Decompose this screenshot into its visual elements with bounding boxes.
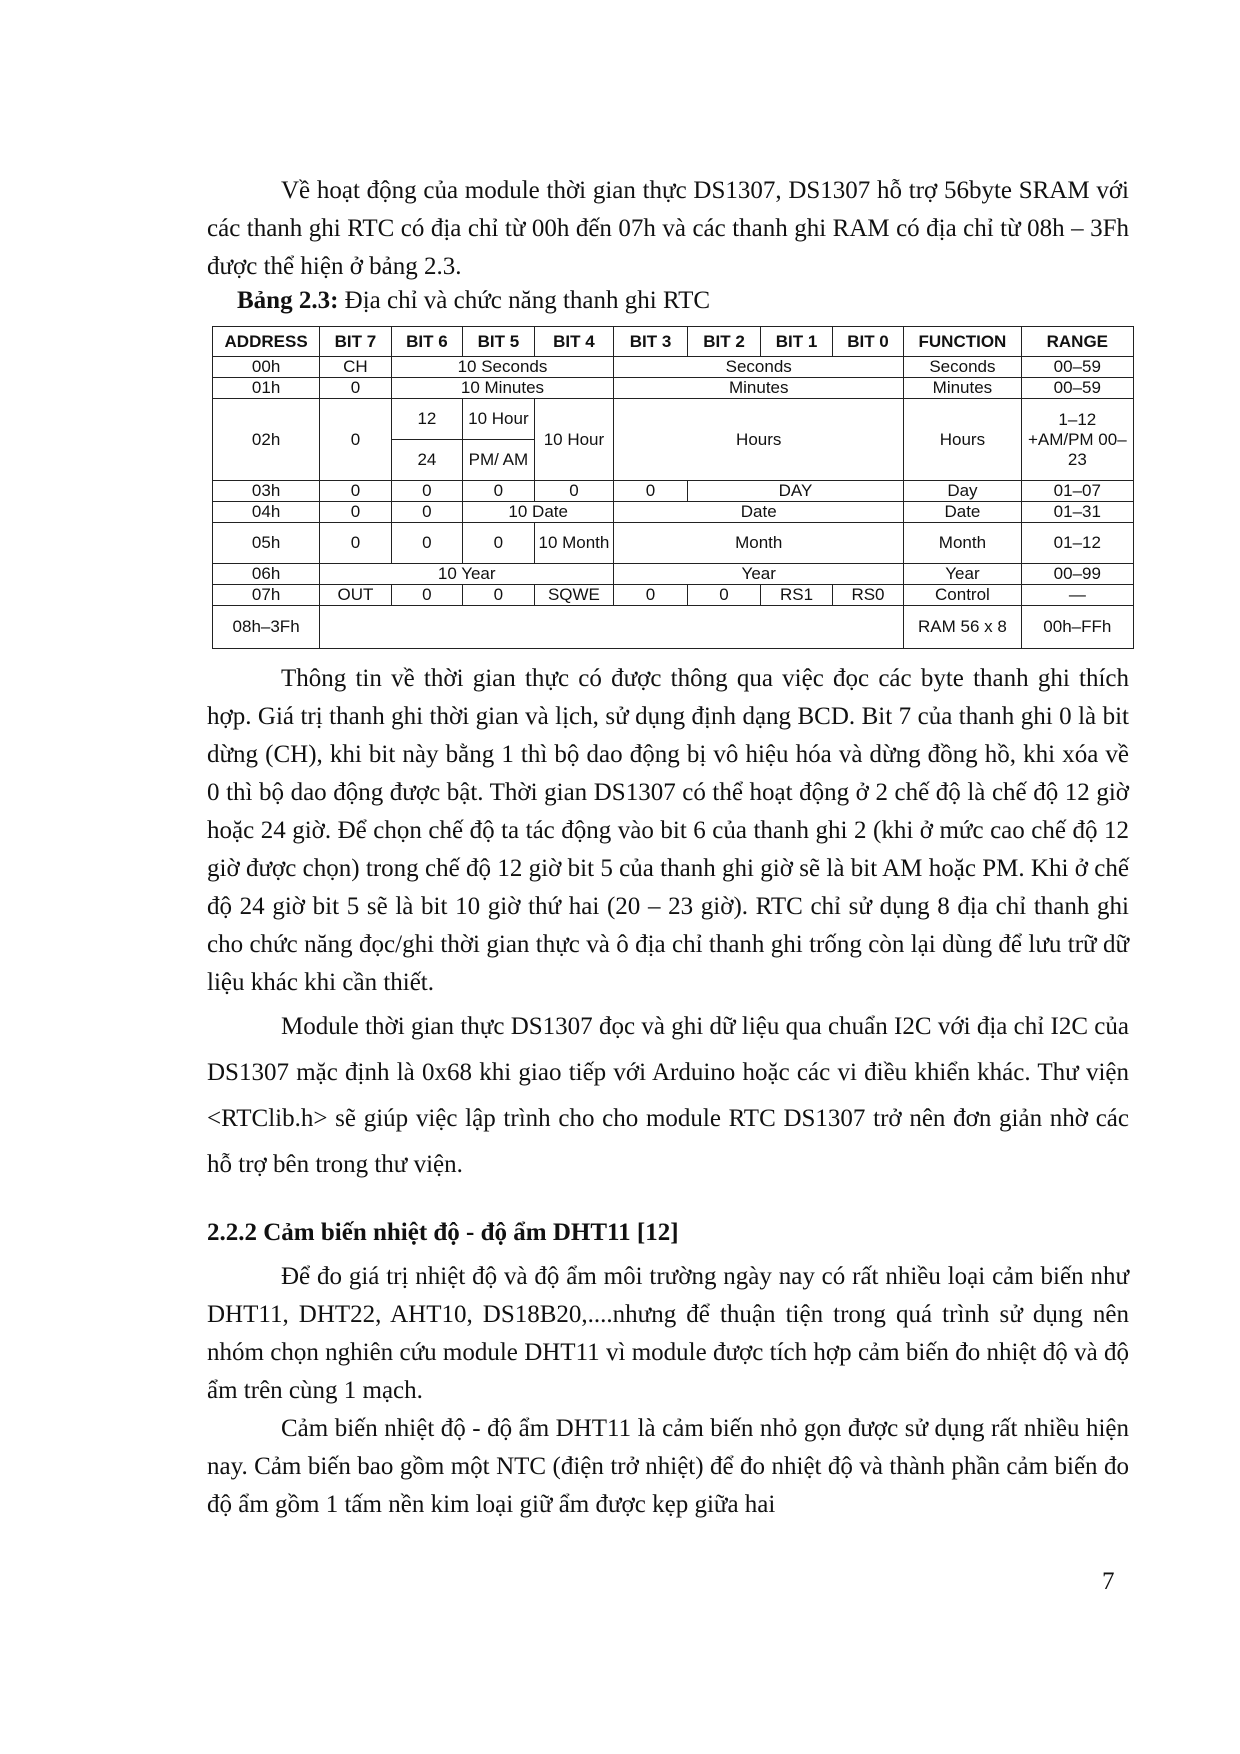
cell-bit7: 0 xyxy=(320,523,391,564)
cell-bits5-4: 10 Date xyxy=(463,502,614,523)
cell-address: 03h xyxy=(213,481,320,502)
table-caption xyxy=(237,287,710,315)
cell-function: Minutes xyxy=(904,378,1021,399)
table-row-06h xyxy=(213,564,1134,585)
cell-function: Seconds xyxy=(904,357,1021,378)
cell-address: 02h xyxy=(213,399,320,481)
cell-bit6-24: 24 xyxy=(391,440,462,481)
header-range: RANGE xyxy=(1021,327,1133,357)
paragraph-dht11-desc: Cảm biến nhiệt độ - độ ẩm DHT11 là cảm biến nhỏ gọn được sử dụng rất nhiều hiện nay. Cảm biến bao gồm một NTC (điện trở nhiệt) để đo nhiệt độ và thành phần cảm biến đo độ ẩm gồm 1 tấm nền kim loại giữ ẩm được kẹp giữa hai xyxy=(207,1415,1129,1518)
cell-bits6-4: 10 Seconds xyxy=(391,357,614,378)
cell-bit7: 0 xyxy=(320,481,391,502)
cell-bit5: 0 xyxy=(463,481,534,502)
cell-address: 04h xyxy=(213,502,320,523)
cell-bit4-10hour: 10 Hour xyxy=(534,399,614,481)
cell-bits3-0: Month xyxy=(614,523,904,564)
table-caption-text: Địa chỉ và chức năng thanh ghi RTC xyxy=(338,287,711,314)
cell-range: 00h–FFh xyxy=(1021,606,1133,649)
header-bit2: BIT 2 xyxy=(687,327,761,357)
header-bit3: BIT 3 xyxy=(614,327,688,357)
cell-bits3-0: Minutes xyxy=(614,378,904,399)
cell-address: 08h–3Fh xyxy=(213,606,320,649)
cell-bit6: 0 xyxy=(391,481,462,502)
table-row-08h xyxy=(213,606,1134,649)
paragraph-i2c: Module thời gian thực DS1307 đọc và ghi dữ liệu qua chuẩn I2C với địa chỉ I2C của DS1307 mặc định là 0x68 khi giao tiếp với Arduino hoặc các vi điều khiển khác. Thư viện <RTClib.h> sẽ giúp việc lập trình cho cho module RTC DS1307 trở nên đơn giản nhờ các hỗ trợ bên trong thư viện. xyxy=(207,1013,1129,1178)
cell-function: Year xyxy=(904,564,1021,585)
cell-bits3-0: Hours xyxy=(614,399,904,481)
cell-bits3-0: Seconds xyxy=(614,357,904,378)
cell-range: 01–12 xyxy=(1021,523,1133,564)
cell-range: — xyxy=(1021,585,1133,606)
cell-function: Month xyxy=(904,523,1021,564)
cell-range: 00–59 xyxy=(1021,378,1133,399)
paragraph-rtc-info: Thông tin về thời gian thực có được thông qua việc đọc các byte thanh ghi thích hợp. Giá trị thanh ghi thời gian và lịch, sử dụng định dạng BCD. Bit 7 của thanh ghi 0 là bit dừng (CH), khi bit này bằng 1 thì bộ dao động bị vô hiệu hóa và dừng đồng hồ, khi xóa về 0 thì bộ dao động được bật. Thời gian DS1307 có thể hoạt động ở 2 chế độ là chế độ 12 giờ hoặc 24 giờ. Để chọn chế độ ta tác động vào bit 6 của thanh ghi 2 (khi ở mức cao chế độ 12 giờ được chọn) trong chế độ 12 giờ bit 5 của thanh ghi giờ sẽ là bit AM hoặc PM. Khi ở chế độ 24 giờ bit 5 sẽ là bit 10 giờ thứ hai (20 – 23 giờ). RTC chỉ sử dụng 8 địa chỉ thanh ghi cho chức năng đọc/ghi thời gian thực và ô địa chỉ thanh ghi trống còn lại dùng để lưu trữ dữ liệu khác khi cần thiết. xyxy=(207,665,1129,996)
cell-bit4: 10 Month xyxy=(534,523,614,564)
header-bit4: BIT 4 xyxy=(534,327,614,357)
cell-function: RAM 56 x 8 xyxy=(904,606,1021,649)
intro-paragraph-block xyxy=(207,172,1129,286)
cell-function: Control xyxy=(904,585,1021,606)
page-number: 7 xyxy=(1102,1568,1115,1595)
header-bit1: BIT 1 xyxy=(761,327,832,357)
cell-bits7-4: 10 Year xyxy=(320,564,614,585)
header-bit6: BIT 6 xyxy=(391,327,462,357)
cell-bit5-10hour: 10 Hour xyxy=(463,399,534,440)
body-section-2 xyxy=(207,1258,1129,1524)
cell-bit2: 0 xyxy=(687,585,761,606)
cell-bit5: 0 xyxy=(463,585,534,606)
cell-bit5-pmam: PM/ AM xyxy=(463,440,534,481)
cell-bit3: 0 xyxy=(614,481,688,502)
paragraph-dht11-intro: Để đo giá trị nhiệt độ và độ ẩm môi trường ngày nay có rất nhiều loại cảm biến như DHT11, DHT22, AHT10, DS18B20,....nhưng để thuận tiện trong quá trình sử dụng nên nhóm chọn nghiên cứu module DHT11 vì module được tích hợp cảm biến đo nhiệt độ và độ ẩm trên cùng 1 mạch. xyxy=(207,1263,1129,1404)
cell-address: 05h xyxy=(213,523,320,564)
cell-bits2-0: DAY xyxy=(687,481,903,502)
table-row-02h-upper xyxy=(213,399,1134,440)
cell-bit7: 0 xyxy=(320,378,391,399)
cell-bit7: OUT xyxy=(320,585,391,606)
intro-paragraph: Về hoạt động của module thời gian thực DS1307, DS1307 hỗ trợ 56byte SRAM với các thanh ghi RTC có địa chỉ từ 00h đến 07h và các thanh ghi RAM có địa chỉ từ 08h – 3Fh được thể hiện ở bảng 2.3. xyxy=(207,177,1129,280)
cell-bits3-0: Date xyxy=(614,502,904,523)
header-bit0: BIT 0 xyxy=(832,327,903,357)
cell-bit0: RS0 xyxy=(832,585,903,606)
header-function: FUNCTION xyxy=(904,327,1021,357)
rtc-register-table xyxy=(212,326,1134,649)
table-header-row xyxy=(213,327,1134,357)
cell-bit7: 0 xyxy=(320,399,391,481)
header-address: ADDRESS xyxy=(213,327,320,357)
table-row-04h xyxy=(213,502,1134,523)
cell-address: 06h xyxy=(213,564,320,585)
body-section-1 xyxy=(207,660,1129,1188)
cell-address: 00h xyxy=(213,357,320,378)
table-row-00h xyxy=(213,357,1134,378)
cell-function: Day xyxy=(904,481,1021,502)
cell-range: 1–12 +AM/PM 00–23 xyxy=(1021,399,1133,481)
cell-function: Hours xyxy=(904,399,1021,481)
cell-bits3-0: Year xyxy=(614,564,904,585)
cell-function: Date xyxy=(904,502,1021,523)
cell-range: 00–59 xyxy=(1021,357,1133,378)
cell-bit3: 0 xyxy=(614,585,688,606)
header-bit5: BIT 5 xyxy=(463,327,534,357)
cell-bit7: CH xyxy=(320,357,391,378)
cell-bit7: 0 xyxy=(320,502,391,523)
cell-bit4: 0 xyxy=(534,481,614,502)
cell-bit6-12: 12 xyxy=(391,399,462,440)
cell-empty xyxy=(320,606,904,649)
cell-bit6: 0 xyxy=(391,523,462,564)
cell-bit6: 0 xyxy=(391,502,462,523)
table-row-01h xyxy=(213,378,1134,399)
table-row-03h xyxy=(213,481,1134,502)
table-caption-label: Bảng 2.3: xyxy=(237,287,339,314)
cell-bit4: SQWE xyxy=(534,585,614,606)
cell-address: 07h xyxy=(213,585,320,606)
section-heading: 2.2.2 Cảm biến nhiệt độ - độ ẩm DHT11 [12] xyxy=(207,1219,679,1246)
header-bit7: BIT 7 xyxy=(320,327,391,357)
cell-bit5: 0 xyxy=(463,523,534,564)
cell-bit6: 0 xyxy=(391,585,462,606)
cell-bits6-4: 10 Minutes xyxy=(391,378,614,399)
cell-range: 01–31 xyxy=(1021,502,1133,523)
cell-address: 01h xyxy=(213,378,320,399)
cell-range: 01–07 xyxy=(1021,481,1133,502)
cell-range: 00–99 xyxy=(1021,564,1133,585)
table-row-07h xyxy=(213,585,1134,606)
table-row-05h xyxy=(213,523,1134,564)
cell-bit1: RS1 xyxy=(761,585,832,606)
